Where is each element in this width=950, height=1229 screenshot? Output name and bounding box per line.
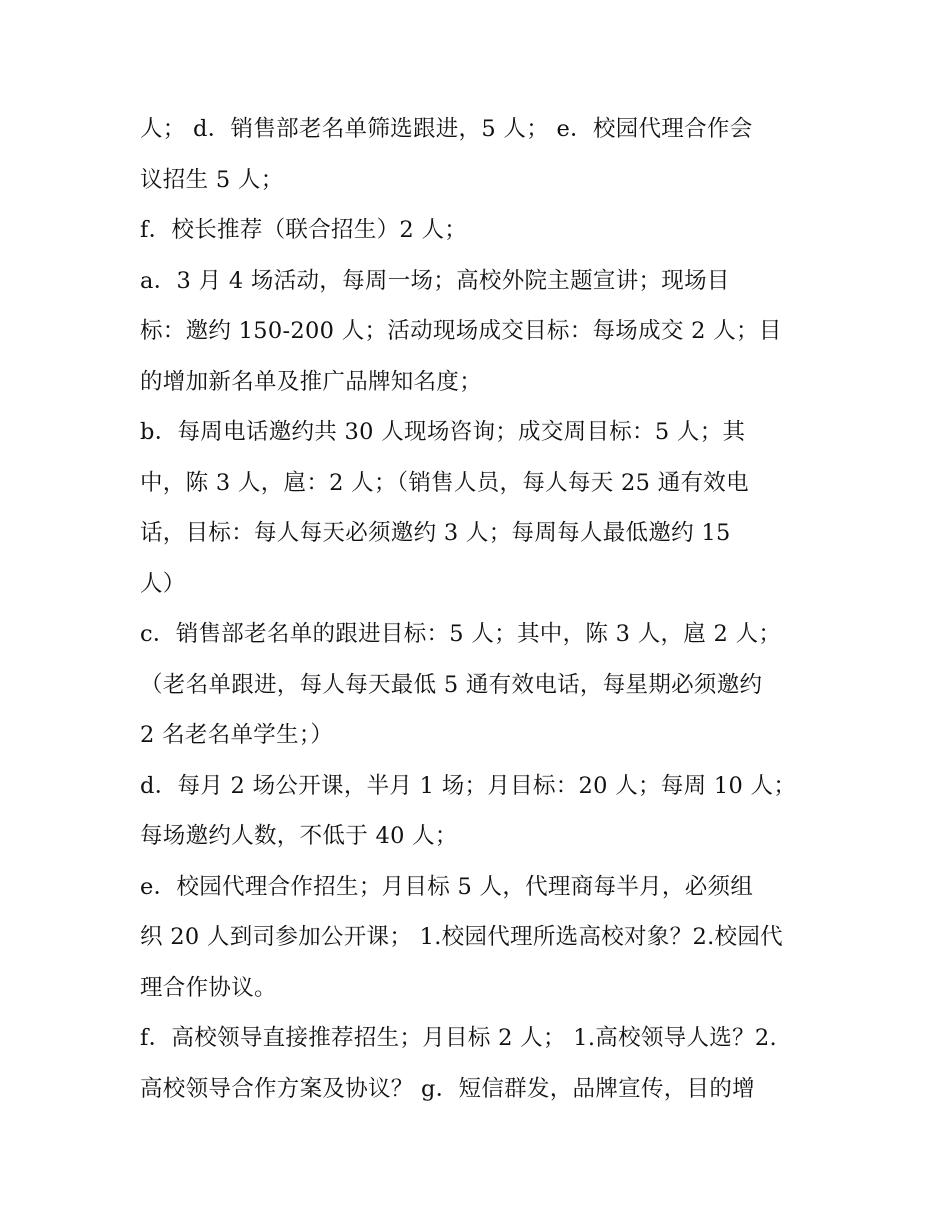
text-line-12: （老名单跟进，每人每天最低 5 通有效电话，每星期必须邀约 [140,671,763,698]
text-line-16: e．校园代理合作招生；月目标 5 人，代理商每半月，必须组 [140,873,754,900]
text-line-3: f．校长推荐（联合招生）2 人； [140,217,468,243]
text-line-6: 的增加新名单及推广品牌知名度； [140,368,483,395]
text-line-5: 标：邀约 150-200 人；活动现场成交目标：每场成交 2 人；目 [140,318,782,344]
text-line-18: 理合作协议。 [140,974,277,1001]
text-line-19: f．高校领导直接推荐招生；月目标 2 人； 1.高校领导人选？2. [140,1025,777,1051]
text-line-4: a．3 月 4 场活动，每周一场；高校外院主题宣讲；现场目 [140,267,730,294]
text-line-20: 高校领导合作方案及协议？ g．短信群发，品牌宣传，目的增 [140,1075,755,1102]
text-line-2: 议招生 5 人； [140,166,284,193]
text-line-11: c．销售部老名单的跟进目标：5 人；其中，陈 3 人，扈 2 人； [140,621,782,647]
text-line-15: 每场邀约人数，不低于 40 人； [140,823,458,849]
text-line-8: 中，陈 3 人，扈：2 人；（销售人员，每人每天 25 通有效电 [140,469,749,496]
text-line-1: 人； d．销售部老名单筛选跟进，5 人； e．校园代理合作会 [140,116,753,142]
text-line-10: 人） [140,570,186,597]
text-line-9: 话，目标：每人每天必须邀约 3 人；每周每人最低邀约 15 [140,520,731,546]
text-line-13: 2 名老名单学生；） [140,722,334,748]
document-body [140,104,820,1114]
text-line-17: 织 20 人到司参加公开课； 1.校园代理所选高校对象？2.校园代 [140,924,783,950]
text-line-7: b．每周电话邀约共 30 人现场咨询；成交周目标：5 人；其 [140,419,746,445]
text-line-14: d．每月 2 场公开课，半月 1 场；月目标：20 人；每周 10 人； [140,772,797,799]
